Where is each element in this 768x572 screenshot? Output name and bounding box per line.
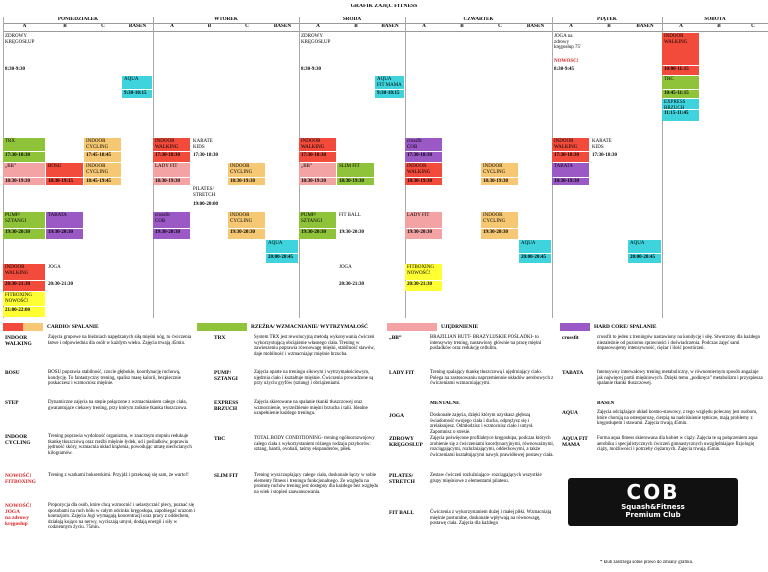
class-name: INDOOR CYCLING: [228, 212, 265, 228]
column-header: B: [354, 24, 358, 29]
legend-class-desc: crossfit to jeden z treningów nastawiony na kondycję i siłę. Stworzony dla każdego niezależnie od poziomu sprawności i doświadczenia. Podczas zajęć sami dopasowujemy intensywność, ciężar i ilość powtórzeń.: [597, 335, 761, 352]
legend-class-name: ZDROWY KRĘGOSŁUP: [389, 436, 423, 448]
class-name: FITBOXING NOWOŚĆ!: [405, 264, 442, 280]
class-name: „BB”: [3, 163, 45, 177]
class-name: PILATES/ STRETCH: [193, 187, 216, 198]
class-time: 18:30-19:30: [3, 178, 45, 185]
class-name: ZDROWY KRĘGOSŁUP: [5, 34, 35, 45]
legend-class-desc: System TRX jest rewolucyjną metodą wykonywania ćwiczeń wykorzystującą obciążenie własnego ciała. Trening w zawieszeniu poprawia równowagę mięśni, stabilność stawów, daje mobilność i wzmacniając mięśnie brzucha.: [254, 335, 375, 357]
legend-subheading: BASEN: [597, 401, 615, 406]
legend-class-name: SLIM FIT: [214, 473, 239, 479]
class-time: 21:00-22:00: [3, 307, 45, 317]
legend-class-name: AQUA FIT MAMA: [562, 436, 588, 448]
legend-class-name: STEP: [5, 400, 19, 406]
column-header: A: [679, 24, 683, 29]
class-time: 19:30-20:30: [299, 229, 336, 239]
class-time: 10:00-11:15: [662, 66, 699, 75]
class-name: JOGA: [48, 265, 61, 270]
day-header: PIĄTEK: [597, 17, 617, 22]
class-time: 20:30-21:30: [48, 282, 73, 287]
legend-class-desc: Forma aqua fitness skierowana dla kobiet w ciąży. Zajęcia te są połączeniem aqua aerobiku i specjalistycznych ćwiczeń gimnastycznych uwzględniające fizjologię ciąży, możliwości i potrzeby ciężarnych. Zajęcia trwają 45min.: [597, 436, 758, 453]
class-name: ZDROWY KRĘGOSŁUP: [301, 34, 331, 45]
class-name: LADY FIT: [153, 163, 190, 177]
column-header: BASEN: [636, 24, 654, 29]
class-time: 18:30-19:30: [405, 178, 442, 185]
class-time: 17:30-18:30: [592, 153, 617, 158]
column-header: BASEN: [128, 24, 147, 29]
class-time: 19:30-20:30: [153, 229, 190, 239]
class-name: SLIM FIT: [337, 163, 374, 177]
class-name: LADY FIT: [405, 212, 442, 228]
class-name: JOGA: [339, 265, 352, 270]
class-time: NOWOŚĆ!: [554, 59, 579, 65]
class-name: JOGA na zdrowy kręgosłup 75': [554, 34, 581, 51]
legend-class-desc: Doskonałe zajęcia, dzięki którym uzyskasz głębszą świadomość swojego ciała i ducha, odprężysz się i zrelaksujesz. Odmłodzisz i wzmocnisz ciało i umysł. Zapomnisz o stresie.: [430, 413, 534, 435]
class-time: 8:30-9:30: [5, 67, 25, 72]
class-name: INDOOR CYCLING: [481, 212, 518, 228]
class-name: INDOOR CYCLING: [84, 163, 121, 177]
legend-class-desc: Trening poprawia wydolność organizmu, w znacznym stopniu redukuje tkankę tłuszczową oraz rzeźbi mięśnie łydek, ud i pośladków, poprawia jędrność skóry, wzmacnia układ krążenia, powodując utratę niechcianych kilogramów.: [48, 434, 192, 456]
column-header: BASEN: [273, 24, 292, 29]
class-time: 20:00-20:45: [628, 254, 661, 263]
class-name: TABATA: [46, 212, 83, 228]
class-time: 9:30-10:15: [375, 90, 404, 98]
column-header: C: [245, 24, 249, 29]
day-header: SOBOTA: [704, 17, 726, 22]
class-name: PUMP/ SZTANGI: [3, 212, 45, 228]
column-header: B: [207, 24, 212, 29]
footnote: * klub zastrzega sobie prawo do zmiany grafiku.: [600, 560, 694, 565]
legend-swatch: [3, 323, 43, 331]
class-name: KARATE KIDS: [592, 139, 612, 150]
column-header: A: [22, 24, 27, 29]
legend-class-name: PILATES/ STRETCH: [389, 473, 415, 485]
class-name: KARATE KIDS: [193, 139, 213, 150]
legend-class-name: crossfit: [562, 335, 579, 341]
class-name: INDOOR CYCLING: [481, 163, 518, 177]
class-time: 17:30-18:30: [193, 153, 218, 158]
logo-text: COB: [626, 480, 680, 504]
legend-class-name: NOWOŚĆ! JOGA na zdrowy kręgosłup: [5, 503, 32, 527]
class-name: INDOOR CYCLING: [228, 163, 265, 177]
legend-class-desc: BOSU poprawia stabilność, czucie głębokie, koordynację ruchową, kondycję. To fantastyczny trening, spalisz masę kalorii, bezpiecznie poskaczesz i wzmocnisz mięśnie.: [48, 370, 181, 387]
column-header: B: [63, 24, 67, 29]
class-name: EXPRESS BRZUCH: [662, 99, 699, 109]
legend-swatch: [197, 323, 247, 331]
class-time: 19:30-20:30: [46, 229, 83, 239]
legend-category: CARDIO/ SPALANIE: [47, 324, 99, 330]
class-name: FIT BALL: [339, 213, 361, 218]
legend-class-desc: Intensywny interwałowy trening metaboliczny, w równomiernym sposób angażuje jak najwięcej partii mięśniowych. Dzięki temu „podkręca” metabolizm i przyspiesza spalanie tkanki tłuszczowej.: [597, 370, 763, 387]
legend-class-desc: Trening z warkami bokserskimi. Przyjdź i przekonaj się sam, że warto!!: [48, 473, 189, 478]
class-name: TRC: [662, 76, 699, 89]
class-time: 17:30-18:30: [405, 152, 442, 162]
class-name: INDOOR WALKING: [299, 138, 336, 151]
legend-class-desc: Trening wyszczuplający całego ciała, doskonale łączy w sobie elementy fitness i treningu funkcjonalnego. Ze względu na prostotę ruchów trening jest dostępny dla każdego bez względu na wiek i stopień zaawansowania.: [254, 473, 379, 495]
class-time: 18:30-19:30: [337, 178, 374, 185]
legend-class-name: INDOOR WALKING: [5, 335, 32, 347]
class-time: 11:15-11:45: [662, 110, 699, 121]
class-time: 19:30-20:30: [339, 230, 364, 235]
class-time: 20:00-20:45: [266, 254, 298, 263]
column-header: A: [569, 24, 573, 29]
column-header: C: [498, 24, 502, 29]
class-name: INDOOR CYCLING: [84, 138, 121, 151]
legend-swatch: [560, 323, 590, 331]
legend-class-name: TABATA: [562, 370, 584, 376]
column-header: C: [101, 24, 105, 29]
class-time: 18:45-19:45: [84, 178, 121, 185]
class-name: crossfit COB: [405, 138, 442, 151]
legend-class-name: AQUA: [562, 410, 578, 416]
class-name: INDOOR WALKING: [405, 163, 442, 177]
class-name: FITBOXING NOWOŚĆ!: [3, 292, 45, 306]
class-time: 9:30-10:15: [122, 90, 152, 98]
class-name: AQUA FIT MAMA: [375, 76, 404, 89]
column-header: BASEN: [381, 24, 399, 29]
class-name: BOSU: [46, 163, 83, 177]
class-time: 18:30-19:30: [153, 178, 190, 185]
class-time: 8:30-9:30: [301, 67, 321, 72]
class-name: crossfit COB: [153, 212, 190, 228]
class-name: TABATA: [552, 163, 589, 177]
column-header: A: [422, 24, 426, 29]
class-name: PUMP/ SZTANGI: [299, 212, 336, 228]
legend-class-desc: Ćwiczenia z wykorzystaniem dużej i małej piłki. Wzmacniają mięśnie posturalne, doskonale wpływają na równowagę, postawę ciała. Zajęcia dla każdego: [430, 510, 552, 527]
class-name: AQUA: [122, 76, 152, 89]
class-time: 18:30-19:30: [299, 178, 336, 185]
legend-class-desc: BRAZILIAN BUTT- BRAZYLIJSKIE POŚLADKI- to intensywny trening, nastawiony głównie na pracę mięśni pośladków oraz redukcję cellulitu.: [430, 335, 542, 352]
class-time: 19:30-20:30: [481, 229, 518, 239]
legend-class-desc: Dynamiczne zajęcia na stepie połączone z wzmacnianiem całego ciała, gwarantujące ciekawy trening, przy którym zniknie tkanka tłuszczowa.: [48, 400, 188, 411]
legend-class-desc: Zajęcia grupowe na bieżniach napędzanych siłą mięśni nóg, to ćwiczenia łatwe i odpowiednia dla osób w każdym wieku. Zajęcia trwają 45min.: [48, 335, 192, 346]
day-header: WTOREK: [214, 17, 238, 22]
day-header: CZWARTEK: [463, 17, 494, 22]
legend-class-name: TRX: [214, 335, 226, 341]
class-time: 10:45-11:15: [662, 90, 699, 98]
legend-class-name: TBC: [214, 436, 226, 442]
class-time: 18:30-19:15: [46, 178, 83, 185]
legend-class-name: „BB”: [389, 335, 402, 341]
class-time: 17:30-18:30: [299, 152, 336, 162]
class-name: INDOOR WALKING: [153, 138, 190, 151]
class-name: INDOOR WALKING: [3, 264, 45, 280]
legend-swatch: [387, 323, 437, 331]
class-time: 20:30-21:30: [339, 282, 364, 287]
legend-category: RZEŹBA/ WZMACNIANIE/ WYTRZYMAŁOŚĆ: [251, 324, 368, 330]
class-time: 20:00-20:45: [519, 254, 551, 263]
column-header: C: [751, 24, 755, 29]
day-header: PONIEDZIAŁEK: [57, 17, 99, 22]
class-time: 18:30-19:30: [552, 178, 589, 185]
class-time: 18:30-19:30: [228, 178, 265, 185]
class-time: 17:30-18:30: [552, 152, 589, 162]
page-title: GRAFIK ZAJĘĆ FITNESS: [350, 4, 418, 9]
legend-class-name: JOGA: [389, 413, 404, 419]
class-time: 20:30-21:30: [3, 281, 45, 291]
class-time: 17:30-18:30: [153, 152, 190, 162]
column-header: A: [170, 24, 174, 29]
class-time: 19:30-20:30: [405, 229, 442, 239]
legend-class-name: INDOOR CYCLING: [5, 434, 31, 446]
class-time: 20:30-21:30: [405, 281, 442, 291]
legend-class-desc: Zestaw ćwiczeń rozluźniająco- rozciągających wszystkie grupy mięśniowe z elementami pilatesu.: [430, 473, 542, 484]
legend-subheading: MENTALNE: [430, 401, 460, 406]
legend-class-desc: Trening spalający tkankę tłuszczową i ujędrniający ciało. Polega na zastosowaniu naprzemiennie układów aerobowych z ćwiczeniami wzmacniającymi.: [430, 370, 554, 387]
day-header: ŚRODA: [342, 17, 362, 22]
class-time: 17:30-18:30: [3, 152, 45, 162]
legend-category: HARD CORE/ SPALANIE: [594, 324, 657, 330]
legend-class-desc: Zajęcia poświęcone profilaktyce kręgosłupa, podczas których zrobienie się z ćwiczeniami koordynacyjnymi, równoważnymi, rozciągającymi, rozluźniającymi, oddechowymi, a także ćwiczeniami kształtującymi nawyk prawidłowej postawy ciała.: [430, 436, 554, 458]
class-time: 8:30-9:45: [554, 67, 574, 72]
column-header: A: [316, 24, 320, 29]
column-header: BASEN: [526, 24, 545, 29]
class-name: INDOOR WALKING: [552, 138, 589, 151]
legend-class-desc: Propozycja dla osób, które chcą wzmocnić i uelastycznić plecy, poznać się sposobami na ruch bólu w całym odcinku kręgosłupa, zapobiegać urazom i kontuzjom. Zajęcia Jogi wymagają koncentracji oraz pracy z oddechem, działają kojąco na nerwy, wyciszają umysł, dodają energii i siły w codziennym życiu. 75min.: [48, 503, 196, 531]
legend-class-desc: Zajęcia skierowane na spalanie tkanki tłuszczowej oraz wzmocnienie, wyrzeźbienie mięśni brzucha i talii. Idealne uzupełnienie każdego treningu.: [254, 400, 368, 417]
class-name: INDOOR WALKING: [662, 33, 699, 65]
column-header: B: [717, 24, 721, 29]
legend-class-desc: Zajęcia odciążające układ kostno-stawowy, z tego względu polecany jest osobom, które chorują na osteoporozę, cierpią na nadciśnienie tętnicze, mają problemy z kręgosłupem i stawami. Zajęcia trwają 45min.: [597, 410, 758, 427]
club-logo: [568, 478, 738, 526]
legend-class-desc: Zajęcia oparte na treningu siłowym i wytrzymałościowym, ujędrnia ciało i kształtuje mięśnie. Ćwiczenia prowadzone są przy użyciu gryfów (sztang) i obciążeniami.: [254, 370, 374, 387]
legend-class-name: LADY FIT: [389, 370, 415, 376]
legend-class-name: EXPRESS BRZUCH: [214, 400, 239, 412]
class-time: 18:30-19:30: [481, 178, 518, 185]
legend-category: UJĘDRNIENIE: [441, 324, 479, 330]
legend-class-name: FIT BALL: [389, 510, 414, 516]
class-time: 17:45-18:45: [84, 152, 121, 162]
class-name: TRX: [3, 138, 45, 151]
class-time: 19:30-20:30: [3, 229, 45, 239]
class-time: 19:30-20:30: [228, 229, 265, 239]
legend-class-name: PUMP/ SZTANGI: [214, 370, 238, 382]
class-time: 19:00-20:00: [193, 202, 218, 207]
logo-subtitle: Squash&Fitness Premium Club: [621, 503, 685, 519]
legend-class-desc: TOTAL BODY CONDITIONING- trening ogólnorozwojowy całego ciała z wykorzystaniem różnego rodzaju przyborów: sztang, hantli, ovobali, taśmy ekspanderów, piłek.: [254, 436, 375, 453]
class-name: AQUA: [519, 240, 551, 253]
class-name: „BB”: [299, 163, 336, 177]
column-header: B: [607, 24, 611, 29]
class-name: AQUA: [628, 240, 661, 253]
legend-class-name: BOSU: [5, 370, 20, 376]
class-name: AQUA: [266, 240, 298, 253]
column-header: B: [460, 24, 464, 29]
legend-class-name: NOWOŚĆ! FITBOXING: [5, 473, 36, 485]
